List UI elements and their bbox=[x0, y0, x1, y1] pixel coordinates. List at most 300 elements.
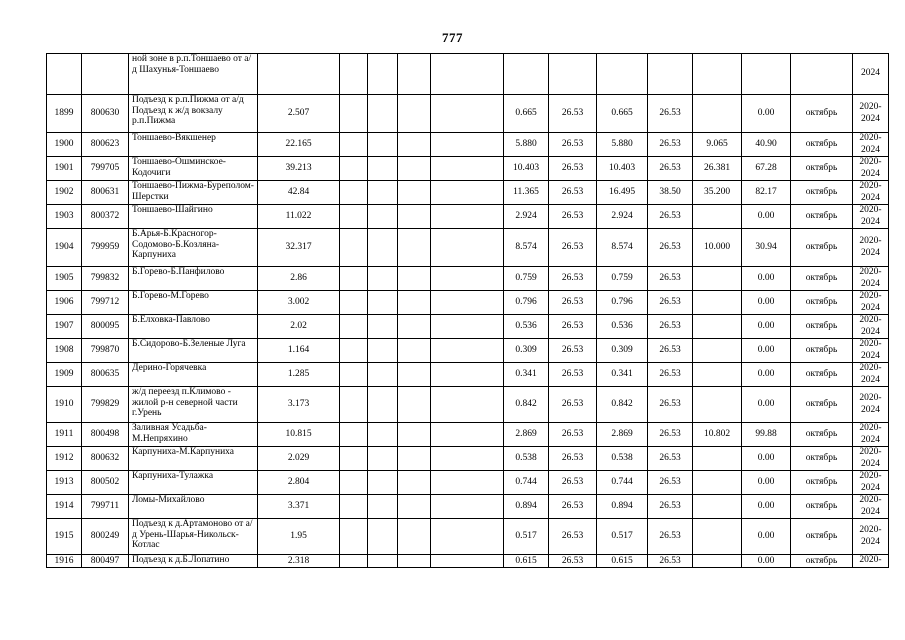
empty-cell bbox=[340, 519, 368, 555]
value-a: 0.894 bbox=[504, 495, 549, 519]
empty-cell bbox=[398, 95, 431, 133]
road-name: Ломы-Михайлово bbox=[129, 495, 258, 519]
table-row bbox=[47, 447, 889, 471]
value-e bbox=[693, 519, 742, 555]
empty-cell bbox=[398, 267, 431, 291]
month: октябрь bbox=[791, 519, 853, 555]
empty-cell bbox=[431, 495, 504, 519]
empty-cell bbox=[398, 363, 431, 387]
value-f: 0.00 bbox=[742, 363, 791, 387]
table-row bbox=[47, 339, 889, 363]
value-f: 0.00 bbox=[742, 471, 791, 495]
road-name: Б.Елховка-Павлово bbox=[129, 315, 258, 339]
table-row bbox=[47, 423, 889, 447]
road-name: Б.Горево-М.Горево bbox=[129, 291, 258, 315]
value-b: 26.53 bbox=[549, 555, 597, 568]
road-name: Подъезд к р.п.Пижма от а/д Подъезд к ж/д вокзалу р.п.Пижма bbox=[129, 95, 258, 133]
empty-cell bbox=[340, 315, 368, 339]
road-name: Тоншаево-Пижма-Буреполом-Шерстки bbox=[129, 181, 258, 205]
value-b: 26.53 bbox=[549, 519, 597, 555]
row-number: 1911 bbox=[47, 423, 82, 447]
value-d: 26.53 bbox=[648, 423, 693, 447]
year-line: 2024 bbox=[861, 278, 880, 289]
empty-cell bbox=[340, 339, 368, 363]
road-length: 22.165 bbox=[258, 133, 340, 157]
month: октябрь bbox=[791, 291, 853, 315]
empty-cell bbox=[398, 387, 431, 423]
years bbox=[853, 447, 889, 471]
empty-cell bbox=[368, 315, 398, 339]
empty-cell bbox=[431, 387, 504, 423]
empty-cell bbox=[398, 315, 431, 339]
value-b: 26.53 bbox=[549, 157, 597, 181]
road-name: Заливная Усадьба-М.Непряхино bbox=[129, 423, 258, 447]
year-line: 2020- bbox=[859, 363, 882, 374]
empty-cell bbox=[368, 387, 398, 423]
value-c: 0.309 bbox=[597, 339, 648, 363]
empty-cell bbox=[340, 471, 368, 495]
value-a: 2.924 bbox=[504, 205, 549, 229]
value-f: 0.00 bbox=[742, 291, 791, 315]
value-a: 0.309 bbox=[504, 339, 549, 363]
empty-cell bbox=[398, 519, 431, 555]
row-number: 1909 bbox=[47, 363, 82, 387]
road-name: Подъезд к д.Б.Лопатино bbox=[129, 555, 258, 568]
table-row bbox=[47, 555, 889, 568]
value-c bbox=[597, 54, 648, 95]
road-length: 1.164 bbox=[258, 339, 340, 363]
table-row bbox=[47, 133, 889, 157]
value-c: 0.538 bbox=[597, 447, 648, 471]
value-c: 0.536 bbox=[597, 315, 648, 339]
road-length: 3.002 bbox=[258, 291, 340, 315]
year-line: 2020- bbox=[859, 423, 882, 434]
empty-cell bbox=[398, 447, 431, 471]
year-line: 2024 bbox=[861, 374, 880, 385]
value-f: 0.00 bbox=[742, 447, 791, 471]
month: октябрь bbox=[791, 95, 853, 133]
year-line: 2020- bbox=[859, 525, 882, 536]
empty-cell bbox=[340, 157, 368, 181]
road-length: 11.022 bbox=[258, 205, 340, 229]
road-name: Подъезд к д.Артамоново от а/д Урень-Шарья-Никольск-Котлас bbox=[129, 519, 258, 555]
month: октябрь bbox=[791, 423, 853, 447]
value-b: 26.53 bbox=[549, 423, 597, 447]
value-b: 26.53 bbox=[549, 471, 597, 495]
years bbox=[853, 54, 889, 95]
value-c: 0.665 bbox=[597, 95, 648, 133]
table-row bbox=[47, 54, 889, 95]
value-f: 0.00 bbox=[742, 95, 791, 133]
month: октябрь bbox=[791, 363, 853, 387]
value-c: 8.574 bbox=[597, 229, 648, 267]
road-name: Тоншаево-Ошминское-Кодочиги bbox=[129, 157, 258, 181]
value-d: 26.53 bbox=[648, 133, 693, 157]
value-a: 0.536 bbox=[504, 315, 549, 339]
empty-cell bbox=[398, 471, 431, 495]
value-a: 0.796 bbox=[504, 291, 549, 315]
road-code: 800623 bbox=[82, 133, 129, 157]
month: октябрь bbox=[791, 495, 853, 519]
road-table bbox=[46, 53, 889, 568]
value-e bbox=[693, 95, 742, 133]
empty-cell bbox=[368, 229, 398, 267]
value-d: 26.53 bbox=[648, 339, 693, 363]
value-d: 26.53 bbox=[648, 291, 693, 315]
value-a: 2.869 bbox=[504, 423, 549, 447]
empty-cell bbox=[398, 157, 431, 181]
value-b: 26.53 bbox=[549, 363, 597, 387]
empty-cell bbox=[368, 157, 398, 181]
road-code: 799959 bbox=[82, 229, 129, 267]
empty-cell bbox=[340, 205, 368, 229]
month: октябрь bbox=[791, 205, 853, 229]
value-f: 0.00 bbox=[742, 387, 791, 423]
empty-cell bbox=[340, 447, 368, 471]
year-line: 2024 bbox=[861, 302, 880, 313]
road-length: 1.95 bbox=[258, 519, 340, 555]
value-b: 26.53 bbox=[549, 181, 597, 205]
value-e: 26.381 bbox=[693, 157, 742, 181]
year-line: 2024 bbox=[861, 506, 880, 517]
month: октябрь bbox=[791, 387, 853, 423]
value-e bbox=[693, 205, 742, 229]
row-number: 1916 bbox=[47, 555, 82, 568]
value-e bbox=[693, 363, 742, 387]
road-code: 799832 bbox=[82, 267, 129, 291]
years bbox=[853, 181, 889, 205]
value-a: 0.759 bbox=[504, 267, 549, 291]
year-line: 2020- bbox=[859, 133, 882, 144]
value-c: 0.517 bbox=[597, 519, 648, 555]
empty-cell bbox=[340, 423, 368, 447]
value-b: 26.53 bbox=[549, 229, 597, 267]
month: октябрь bbox=[791, 229, 853, 267]
road-name: Дерино-Горячевка bbox=[129, 363, 258, 387]
value-f: 0.00 bbox=[742, 555, 791, 568]
table-row bbox=[47, 387, 889, 423]
value-c: 16.495 bbox=[597, 181, 648, 205]
years bbox=[853, 339, 889, 363]
value-b bbox=[549, 54, 597, 95]
empty-cell bbox=[368, 555, 398, 568]
years bbox=[853, 133, 889, 157]
value-a: 0.842 bbox=[504, 387, 549, 423]
year-line: 2024 bbox=[861, 326, 880, 337]
road-code bbox=[82, 54, 129, 95]
value-b: 26.53 bbox=[549, 133, 597, 157]
empty-cell bbox=[431, 315, 504, 339]
year-line: 2024 bbox=[861, 536, 880, 547]
road-length: 2.318 bbox=[258, 555, 340, 568]
year-line: 2020- bbox=[859, 157, 882, 168]
road-length: 3.371 bbox=[258, 495, 340, 519]
row-number bbox=[47, 54, 82, 95]
years bbox=[853, 363, 889, 387]
row-number: 1902 bbox=[47, 181, 82, 205]
table-row bbox=[47, 205, 889, 229]
years bbox=[853, 267, 889, 291]
value-e bbox=[693, 267, 742, 291]
empty-cell bbox=[340, 181, 368, 205]
row-number: 1910 bbox=[47, 387, 82, 423]
value-f: 67.28 bbox=[742, 157, 791, 181]
table-row bbox=[47, 315, 889, 339]
year-line: 2024 bbox=[861, 434, 880, 445]
years bbox=[853, 555, 889, 568]
road-code: 800502 bbox=[82, 471, 129, 495]
year-line: 2024 bbox=[861, 216, 880, 227]
value-c: 5.880 bbox=[597, 133, 648, 157]
road-length: 2.029 bbox=[258, 447, 340, 471]
empty-cell bbox=[340, 267, 368, 291]
month: октябрь bbox=[791, 471, 853, 495]
value-d: 26.53 bbox=[648, 387, 693, 423]
value-e bbox=[693, 447, 742, 471]
empty-cell bbox=[368, 291, 398, 315]
table-row bbox=[47, 495, 889, 519]
road-name: Тоншаево-Вякшенер bbox=[129, 133, 258, 157]
empty-cell bbox=[368, 133, 398, 157]
empty-cell bbox=[340, 291, 368, 315]
row-number: 1900 bbox=[47, 133, 82, 157]
value-d: 38.50 bbox=[648, 181, 693, 205]
year-line: 2024 bbox=[861, 350, 880, 361]
month: октябрь bbox=[791, 157, 853, 181]
years bbox=[853, 495, 889, 519]
value-b: 26.53 bbox=[549, 339, 597, 363]
road-length: 3.173 bbox=[258, 387, 340, 423]
value-f: 82.17 bbox=[742, 181, 791, 205]
road-length: 2.804 bbox=[258, 471, 340, 495]
year-line: 2024 bbox=[861, 192, 880, 203]
value-b: 26.53 bbox=[549, 387, 597, 423]
value-a: 0.744 bbox=[504, 471, 549, 495]
value-a: 8.574 bbox=[504, 229, 549, 267]
value-e bbox=[693, 54, 742, 95]
empty-cell bbox=[431, 95, 504, 133]
empty-cell bbox=[368, 205, 398, 229]
road-code: 800631 bbox=[82, 181, 129, 205]
value-d: 26.53 bbox=[648, 471, 693, 495]
road-code: 799870 bbox=[82, 339, 129, 363]
value-d: 26.53 bbox=[648, 267, 693, 291]
empty-cell bbox=[431, 423, 504, 447]
value-b: 26.53 bbox=[549, 95, 597, 133]
empty-cell bbox=[431, 157, 504, 181]
value-c: 2.924 bbox=[597, 205, 648, 229]
empty-cell bbox=[340, 95, 368, 133]
empty-cell bbox=[431, 133, 504, 157]
month bbox=[791, 54, 853, 95]
value-a: 0.665 bbox=[504, 95, 549, 133]
month: октябрь bbox=[791, 181, 853, 205]
value-d: 26.53 bbox=[648, 315, 693, 339]
value-a: 0.341 bbox=[504, 363, 549, 387]
empty-cell bbox=[368, 181, 398, 205]
value-c: 2.869 bbox=[597, 423, 648, 447]
empty-cell bbox=[368, 423, 398, 447]
road-length: 2.507 bbox=[258, 95, 340, 133]
value-f: 40.90 bbox=[742, 133, 791, 157]
road-code: 800249 bbox=[82, 519, 129, 555]
empty-cell bbox=[398, 555, 431, 568]
value-b: 26.53 bbox=[549, 495, 597, 519]
road-name: Б.Горево-Б.Панфилово bbox=[129, 267, 258, 291]
road-length: 10.815 bbox=[258, 423, 340, 447]
row-number: 1901 bbox=[47, 157, 82, 181]
empty-cell bbox=[431, 555, 504, 568]
year-line: 2020- bbox=[859, 102, 882, 113]
table-row bbox=[47, 157, 889, 181]
years bbox=[853, 291, 889, 315]
empty-cell bbox=[340, 54, 368, 95]
year-line: 2024 bbox=[861, 113, 880, 124]
value-d: 26.53 bbox=[648, 555, 693, 568]
value-a: 0.538 bbox=[504, 447, 549, 471]
empty-cell bbox=[368, 95, 398, 133]
value-c: 0.341 bbox=[597, 363, 648, 387]
year-line: 2020- bbox=[859, 315, 882, 326]
years bbox=[853, 157, 889, 181]
year-line: 2024 bbox=[861, 168, 880, 179]
value-a: 10.403 bbox=[504, 157, 549, 181]
value-f: 0.00 bbox=[742, 339, 791, 363]
road-code: 800497 bbox=[82, 555, 129, 568]
years bbox=[853, 315, 889, 339]
empty-cell bbox=[431, 363, 504, 387]
empty-cell bbox=[431, 181, 504, 205]
road-code: 799712 bbox=[82, 291, 129, 315]
years bbox=[853, 423, 889, 447]
road-length: 2.86 bbox=[258, 267, 340, 291]
value-e bbox=[693, 555, 742, 568]
table-row bbox=[47, 519, 889, 555]
value-f: 0.00 bbox=[742, 519, 791, 555]
value-e: 9.065 bbox=[693, 133, 742, 157]
value-e bbox=[693, 315, 742, 339]
year-line: 2024 bbox=[861, 482, 880, 493]
value-e bbox=[693, 291, 742, 315]
empty-cell bbox=[431, 291, 504, 315]
empty-cell bbox=[368, 519, 398, 555]
road-length bbox=[258, 54, 340, 95]
empty-cell bbox=[398, 54, 431, 95]
table-row bbox=[47, 291, 889, 315]
empty-cell bbox=[368, 471, 398, 495]
empty-cell bbox=[368, 267, 398, 291]
row-number: 1915 bbox=[47, 519, 82, 555]
value-f: 0.00 bbox=[742, 205, 791, 229]
value-f: 99.88 bbox=[742, 423, 791, 447]
value-b: 26.53 bbox=[549, 267, 597, 291]
year-line: 2020- bbox=[859, 236, 882, 247]
row-number: 1912 bbox=[47, 447, 82, 471]
empty-cell bbox=[431, 205, 504, 229]
empty-cell bbox=[398, 181, 431, 205]
row-number: 1905 bbox=[47, 267, 82, 291]
row-number: 1904 bbox=[47, 229, 82, 267]
value-e bbox=[693, 339, 742, 363]
road-name: ной зоне в р.п.Тоншаево от а/д Шахунья-Тоншаево bbox=[129, 54, 258, 95]
value-b: 26.53 bbox=[549, 291, 597, 315]
value-a: 11.365 bbox=[504, 181, 549, 205]
value-a: 5.880 bbox=[504, 133, 549, 157]
road-code: 800632 bbox=[82, 447, 129, 471]
years bbox=[853, 229, 889, 267]
table-row bbox=[47, 95, 889, 133]
value-c: 0.842 bbox=[597, 387, 648, 423]
road-name: ж/д переезд п.Климово - жилой р-н северной части г.Урень bbox=[129, 387, 258, 423]
year-line: 2024 bbox=[861, 247, 880, 258]
empty-cell bbox=[398, 229, 431, 267]
empty-cell bbox=[398, 339, 431, 363]
row-number: 1899 bbox=[47, 95, 82, 133]
row-number: 1903 bbox=[47, 205, 82, 229]
road-code: 800498 bbox=[82, 423, 129, 447]
road-code: 800095 bbox=[82, 315, 129, 339]
empty-cell bbox=[368, 339, 398, 363]
road-code: 799711 bbox=[82, 495, 129, 519]
road-name: Б.Сидорово-Б.Зеленые Луга bbox=[129, 339, 258, 363]
empty-cell bbox=[340, 133, 368, 157]
month: октябрь bbox=[791, 267, 853, 291]
years bbox=[853, 387, 889, 423]
year-line: 2020- bbox=[859, 471, 882, 482]
year-line: 2020- bbox=[859, 205, 882, 216]
empty-cell bbox=[368, 54, 398, 95]
road-code: 800630 bbox=[82, 95, 129, 133]
row-number: 1907 bbox=[47, 315, 82, 339]
empty-cell bbox=[340, 495, 368, 519]
empty-cell bbox=[368, 363, 398, 387]
year-line: 2020- bbox=[859, 495, 882, 506]
empty-cell bbox=[431, 471, 504, 495]
road-code: 799829 bbox=[82, 387, 129, 423]
year-line: 2020- bbox=[859, 555, 882, 566]
value-f: 0.00 bbox=[742, 315, 791, 339]
table-row bbox=[47, 181, 889, 205]
empty-cell bbox=[398, 495, 431, 519]
table-row bbox=[47, 229, 889, 267]
road-length: 1.285 bbox=[258, 363, 340, 387]
road-code: 800635 bbox=[82, 363, 129, 387]
value-c: 0.744 bbox=[597, 471, 648, 495]
years bbox=[853, 95, 889, 133]
month: октябрь bbox=[791, 339, 853, 363]
empty-cell bbox=[431, 229, 504, 267]
value-e bbox=[693, 387, 742, 423]
value-b: 26.53 bbox=[549, 447, 597, 471]
value-d: 26.53 bbox=[648, 95, 693, 133]
empty-cell bbox=[431, 54, 504, 95]
table-row bbox=[47, 471, 889, 495]
value-a: 0.517 bbox=[504, 519, 549, 555]
road-length: 42.84 bbox=[258, 181, 340, 205]
value-d: 26.53 bbox=[648, 157, 693, 181]
value-e: 35.200 bbox=[693, 181, 742, 205]
year-line: 2024 bbox=[861, 144, 880, 155]
value-c: 0.894 bbox=[597, 495, 648, 519]
value-c: 0.796 bbox=[597, 291, 648, 315]
value-c: 10.403 bbox=[597, 157, 648, 181]
empty-cell bbox=[431, 339, 504, 363]
years bbox=[853, 519, 889, 555]
empty-cell bbox=[340, 229, 368, 267]
empty-cell bbox=[398, 133, 431, 157]
value-a: 0.615 bbox=[504, 555, 549, 568]
value-c: 0.615 bbox=[597, 555, 648, 568]
